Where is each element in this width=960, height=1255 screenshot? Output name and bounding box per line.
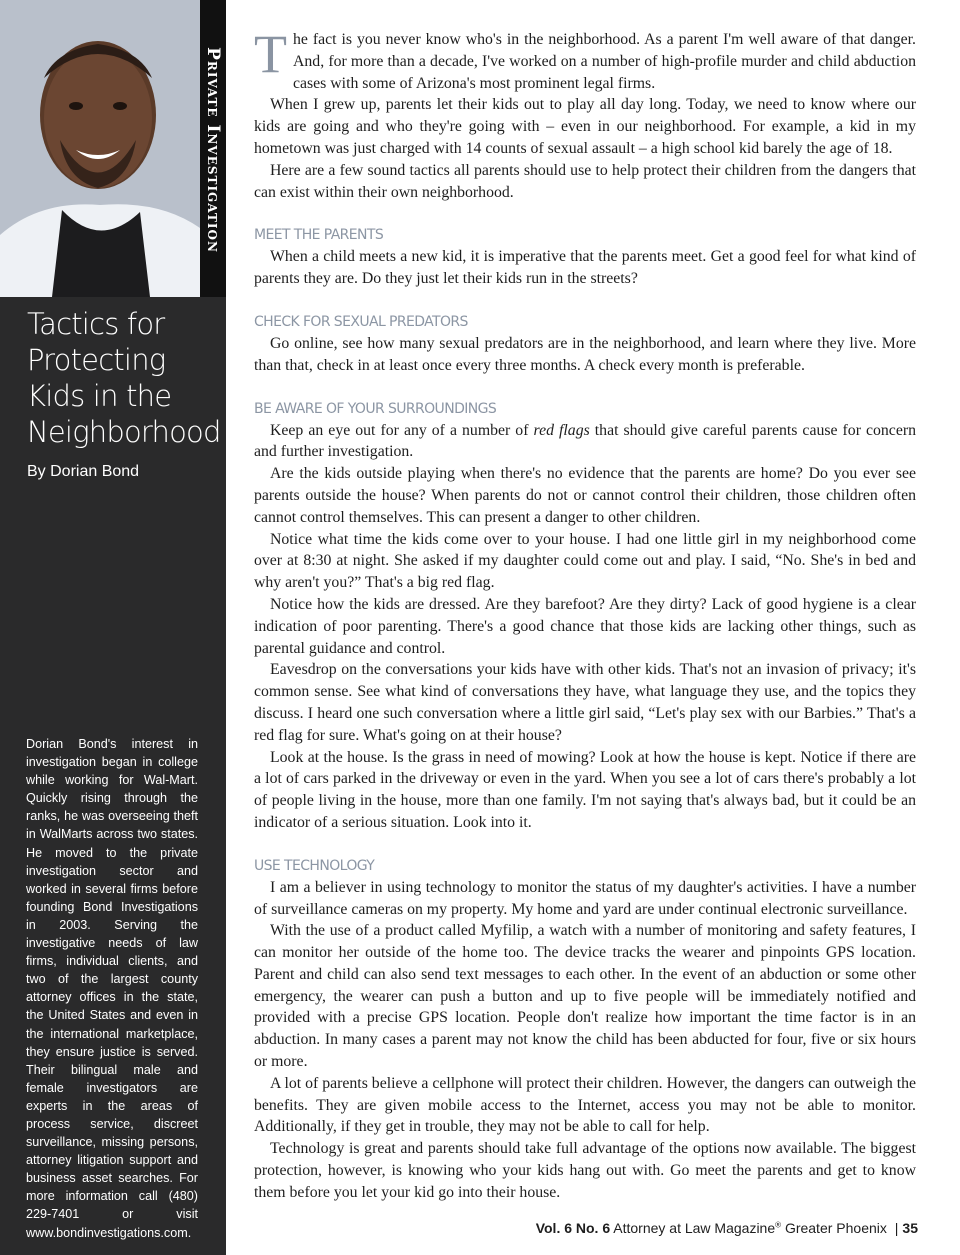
- body-paragraph: Notice how the kids are dressed. Are they barefoot? Are they dirty? Lack of good hygiene is a clear indication of poor parenting. There's a good chance that those kids are lacking other things, such as parental guidance and control.: [254, 595, 916, 657]
- body-paragraph: Are the kids outside playing when there's no evidence that the parents are home? Do you ever see parents outside the house? When parents do not or cannot control their children, those children often cannot control themselves. This can present a danger to other children.: [254, 465, 916, 526]
- body-paragraph: Technology is great and parents should take full advantage of the options now available. The biggest protection, however, is knowing who your kids hang out with. Go meet the parents and get to know them before you let your kid go into their house.: [254, 1140, 916, 1201]
- section-heading: CHECK FOR SEXUAL PREDATORS: [254, 313, 468, 330]
- edition-name: Greater Phoenix: [784, 1220, 887, 1236]
- sidebar: [0, 0, 226, 1255]
- body-paragraph: When a child meets a new kid, it is imperative that the parents meet. Get a good feel for what kind of parents they are. Do they just let their kids run in the streets?: [254, 248, 916, 288]
- emphasis: red flags: [533, 421, 590, 439]
- footer-separator: |: [894, 1220, 899, 1236]
- body-paragraph: I am a believer in using technology to monitor the status of my daughter's activities. I have a number of surveillance cameras on my property. My home and yard are under continual electronic surveillance.: [254, 878, 916, 918]
- intro-paragraph: Here are a few sound tactics all parents should use to help protect their children from the dangers that can exist within their own neighborhood.: [254, 161, 916, 201]
- title-line: Neighborhood: [27, 415, 221, 449]
- byline: By Dorian Bond: [27, 463, 140, 480]
- body-paragraph: A lot of parents believe a cellphone will protect their children. However, the dangers can outweigh the benefits. They are given mobile access to the Internet, access you may not be able to monitor. Additionally, if they get in trouble, they may not be able to call for help.: [254, 1074, 916, 1136]
- section-label: Private Investigation: [203, 47, 223, 253]
- page-number: 35: [902, 1220, 918, 1236]
- body-paragraph: Notice what time the kids come over to your house. I had one little girl in my neighborhood come over at 8:30 at night. She asked if my daughter could come out and play. I said, “No. She's in bed and why aren't you?” That's a big red flag.: [254, 530, 916, 592]
- article-title: [27, 306, 221, 450]
- author-photo: [0, 0, 200, 297]
- author-bio: Dorian Bond's interest in investigation began in college while working for Wal-Mart. Quickly rising through the ranks, he was overseeing theft in WalMarts across two states. He moved to the private investigation sector and worked in several firms before founding Bond Investigations in 2003. Serving the investigative needs of law firms, individual clients, and two of the largest county attorney offices in the state, the United States and even in the international marketplace, they ensure justice is served. Their bilingual male and female investigators are experts in the areas of process service, discreet surveillance, missing persons, attorney litigation support and business asset searches. For more information call (480) 229-7401 or visit www.bondinvestigations.com.: [26, 737, 198, 1240]
- section-heading: MEET THE PARENTS: [254, 227, 384, 244]
- title-line: Protecting: [27, 343, 166, 377]
- magazine-name: Attorney at Law Magazine: [613, 1220, 776, 1236]
- article-body: [254, 24, 916, 1204]
- body-paragraph: With the use of a product called Myfilip, a watch with a number of monitoring and safety features, I can monitor her outside of the home too. The device tracks the wearer and pinpoints GPS location. Parent and child can also send text messages to each other. In the event of an abduction or some other emergency, the wearer can push a button and up to five people will be immediately notified and provided with a precise GPS location. People don't realize how important the time factor is in an abduction. In many cases a parent may not know the child has been abducted for four, five or six hours or more.: [254, 922, 916, 1071]
- page-footer: [536, 1220, 918, 1236]
- intro-paragraph: The fact is you never know who's in the neighborhood. As a parent I'm well aware of that danger. And, for more than a decade, I've worked on a number of high-profile murder and child abduction cases with some of Arizona's most prominent legal firms.: [254, 24, 916, 92]
- body-paragraph: Keep an eye out for any of a number of red flags that should give careful parents cause for concern and further investigation.: [254, 421, 916, 461]
- body-paragraph: Look at the house. Is the grass in need of mowing? Look at how the house is kept. Notice if there are a lot of cars parked in the driveway or even in the yard. When you see a lot of cars there's probably a lot of people living in the house, more than one family. I'm not saying that's always bad, but it could be an indicator of a serious situation. Look into it.: [254, 748, 916, 831]
- body-paragraph: Go online, see how many sexual predators are in the neighborhood, and learn where they live. More than that, check in at least once every three months. A check every month is preferable.: [254, 334, 916, 374]
- body-paragraph: Eavesdrop on the conversations your kids have with other kids. That's not an invasion of privacy; it's common sense. See what kind of conversations they have, what language they use, and the topics they discuss. I heard one such conversation where a little girl said, “Let's play sex with our Barbies.” That's a red flag for sure. What's going on at their house?: [254, 661, 916, 744]
- issue-number: Vol. 6 No. 6: [535, 1220, 611, 1236]
- drop-cap: T: [254, 24, 287, 84]
- author-portrait: [0, 0, 200, 297]
- section-heading: USE TECHNOLOGY: [254, 857, 375, 874]
- registered-mark: ®: [775, 1220, 782, 1230]
- intro-paragraph: When I grew up, parents let their kids out to play all day long. Today, we need to know where our kids are going and who they're going with – even in our neighborhood. For example, a kid in my hometown was just charged with 14 counts of sexual assault – a high school kid barely the age of 18.: [254, 96, 916, 157]
- section-heading: BE AWARE OF YOUR SURROUNDINGS: [254, 400, 497, 417]
- section-label-bar: [200, 0, 226, 297]
- title-line: Kids in the: [27, 379, 172, 413]
- title-line: Tactics for: [27, 307, 165, 341]
